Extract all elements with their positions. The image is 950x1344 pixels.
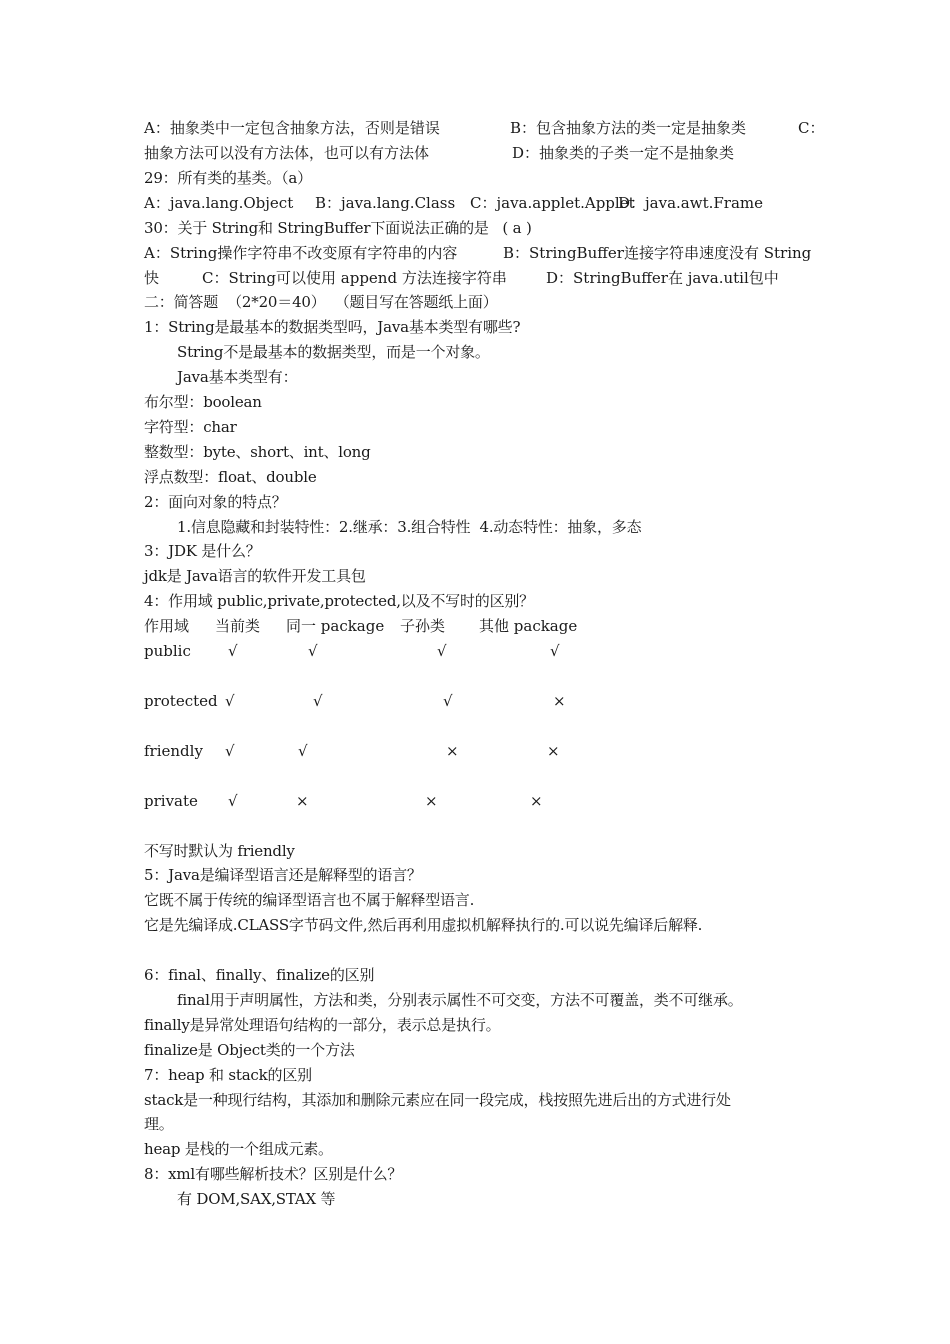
q28-option-a: A：抽象类中一定包含抽象方法，否则是错误 [144, 119, 440, 137]
q29-option-c: C：java.applet.Applet [470, 194, 635, 212]
q28-option-b: B：包含抽象方法的类一定是抽象类 [510, 119, 747, 137]
table-header-cell: 子孙类 [400, 617, 446, 635]
sq5-question: 5：Java是编译型语言还是解释型的语言？ [144, 866, 422, 884]
table-cell: √ [225, 692, 235, 710]
sq7-question: 7：heap 和 stack的区别 [144, 1066, 312, 1084]
q30-option-c: C：String可以使用 append 方法连接字符串 [202, 269, 507, 287]
table-cell: × [553, 692, 566, 710]
table-header-cell: 其他 package [479, 617, 578, 635]
q30-option-a: A：String操作字符串不改变原有字符串的内容 [144, 244, 458, 262]
sq1-answer-1: String不是最基本的数据类型，而是一个对象。 [177, 343, 490, 361]
table-cell: × [530, 792, 543, 810]
table-cell: √ [443, 692, 453, 710]
sq3-answer: jdk是 Java语言的软件开发工具包 [144, 567, 366, 585]
table-cell: √ [550, 642, 560, 660]
q29-question: 29：所有类的基类。（a） [144, 169, 312, 187]
table-cell: √ [313, 692, 323, 710]
sq3-question: 3：JDK 是什么？ [144, 542, 261, 560]
sq2-answer: 1.信息隐藏和封装特性：2.继承：3.组合特性 4.动态特性：抽象，多态 [177, 518, 642, 536]
sq1-type-char: 字符型：char [144, 418, 237, 436]
sq8-question: 8：xml有哪些解析技术？区别是什么？ [144, 1165, 403, 1183]
table-cell: × [296, 792, 309, 810]
sq1-question: 1：String是最基本的数据类型吗，Java基本类型有哪些? [144, 318, 521, 336]
table-cell: √ [228, 792, 238, 810]
sq1-type-integer: 整数型：byte、short、int、long [144, 443, 371, 461]
sq2-question: 2：面向对象的特点？ [144, 493, 287, 511]
q29-option-d: D：java.awt.Frame [618, 194, 764, 212]
sq6-answer-2: finally是异常处理语句结构的一部分，表示总是执行。 [144, 1016, 501, 1034]
sq1-type-float: 浮点数型：float、double [144, 468, 317, 486]
table-header-cell: 作用域 [144, 617, 190, 635]
table-cell: protected [144, 692, 218, 710]
table-cell: √ [225, 742, 235, 760]
table-cell: × [446, 742, 459, 760]
sq7-answer-1: stack是一种现行结构，其添加和删除元素应在同一段完成，栈按照先进后出的方式进行处 [144, 1091, 731, 1109]
sq5-answer-1: 它既不属于传统的编译型语言也不属于解释型语言. [144, 891, 475, 909]
sq4-note: 不写时默认为 friendly [144, 842, 295, 860]
table-cell: private [144, 792, 198, 810]
q29-option-b: B：java.lang.Class [315, 194, 456, 212]
q28-option-c-text: 抽象方法可以没有方法体，也可以有方法体 [144, 144, 430, 162]
table-cell: √ [298, 742, 308, 760]
sq1-type-boolean: 布尔型：boolean [144, 393, 262, 411]
q29-option-a: A：java.lang.Object [144, 194, 294, 212]
sq4-question: 4：作用域 public,private,protected,以及不写时的区别？ [144, 592, 534, 610]
q30-option-d: D：StringBuffer在 java.util包中 [546, 269, 779, 287]
sq1-answer-2: Java基本类型有： [177, 368, 298, 386]
table-cell: √ [437, 642, 447, 660]
table-cell: public [144, 642, 191, 660]
sq5-answer-2: 它是先编译成.CLASS字节码文件,然后再利用虚拟机解释执行的.可以说先编译后解释. [144, 916, 703, 934]
q28-option-d: D：抽象类的子类一定不是抽象类 [512, 144, 735, 162]
q30-option-b: B：StringBuffer连接字符串速度没有 String [503, 244, 812, 262]
table-cell: √ [308, 642, 318, 660]
sq6-answer-1: final用于声明属性，方法和类，分别表示属性不可交变，方法不可覆盖，类不可继承。 [177, 991, 743, 1009]
q28-option-c-label: C： [798, 119, 825, 137]
table-header-cell: 当前类 [215, 617, 261, 635]
sq7-answer-1-cont: 理。 [144, 1115, 174, 1133]
q30-option-b-cont: 快 [144, 269, 160, 287]
q30-question: 30：关于 String和 StringBuffer下面说法正确的是 ( a ) [144, 219, 532, 237]
sq6-question: 6：final、finally、finalize的区别 [144, 966, 375, 984]
table-header-cell: 同一 package [286, 617, 385, 635]
table-cell: friendly [144, 742, 203, 760]
sq6-answer-3: finalize是 Object类的一个方法 [144, 1041, 355, 1059]
table-cell: × [425, 792, 438, 810]
table-cell: √ [228, 642, 238, 660]
section-heading: 二：简答题 （2*20＝40） （题目写在答题纸上面） [144, 293, 498, 311]
sq7-answer-2: heap 是栈的一个组成元素。 [144, 1140, 333, 1158]
table-cell: × [547, 742, 560, 760]
sq8-answer: 有 DOM,SAX,STAX 等 [177, 1190, 336, 1208]
